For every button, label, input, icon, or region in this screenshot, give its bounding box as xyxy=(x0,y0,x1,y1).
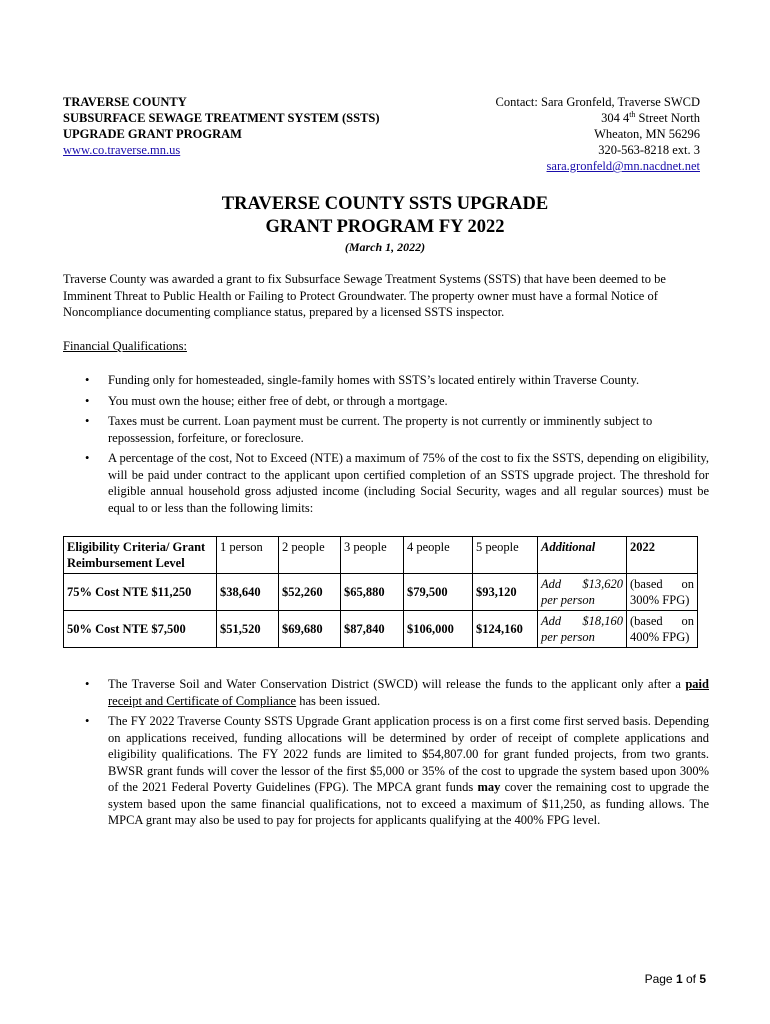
intro-paragraph: Traverse County was awarded a grant to fix Subsurface Sewage Treatment Systems (SSTS) that have been deemed to be Imminent Threat to Public Health or Failing to Protect Groundwater. The property owner must have a formal Notice of Noncompliance documenting compliance status, prepared by a licensed SSTS inspector. xyxy=(63,272,666,319)
header-county: TRAVERSE COUNTY xyxy=(63,95,187,109)
table-cell: (based on 300% FPG) xyxy=(627,574,698,611)
header-contact xyxy=(496,94,700,174)
list-item: • Taxes must be current. Loan payment must be current. The property is not currently or imminently subject to repossession, forfeiture, or foreclosure. xyxy=(85,414,653,445)
table-cell: (based on 400% FPG) xyxy=(627,611,698,648)
paid-emphasis: paid xyxy=(685,677,709,691)
table-cell: $124,160 xyxy=(473,611,538,648)
table-row xyxy=(64,574,698,611)
contact-city: Wheaton, MN 56296 xyxy=(594,127,700,141)
table-cell: $51,520 xyxy=(217,611,279,648)
table-cell: $87,840 xyxy=(341,611,404,648)
contact-name: Contact: Sara Gronfeld, Traverse SWCD xyxy=(495,95,700,109)
table-header-cell: Additional xyxy=(538,537,627,574)
table-cell: $69,680 xyxy=(279,611,341,648)
table-cell: 50% Cost NTE $7,500 xyxy=(64,611,217,648)
table-cell: Add $18,160 per person xyxy=(538,611,627,648)
table-cell: $65,880 xyxy=(341,574,404,611)
contact-phone: 320-563-8218 ext. 3 xyxy=(598,143,700,157)
financial-heading: Financial Qualifications: xyxy=(63,339,187,353)
contact-email-link[interactable]: sara.gronfeld@mn.nacdnet.net xyxy=(546,159,700,173)
list-item: • You must own the house; either free of debt, or through a mortgage. xyxy=(85,393,448,408)
table-header-cell: 5 people xyxy=(473,537,538,574)
list-item: • Funding only for homesteaded, single-family homes with SSTS’s located entirely within Traverse County. xyxy=(85,373,640,387)
list-item: • A percentage of the cost, Not to Exceed (NTE) a maximum of 75% of the cost to fix the SSTS, depending on eligibility, will be paid under contract to the applicant upon certified completion of an SSTS upgrade project. The threshold for eligible annual household gross adjusted income (including Social Security, wages and all regular sources) must be equal to or less than the following limits: xyxy=(85,451,709,515)
page-number: Page 1 of 5 xyxy=(644,972,706,986)
list-item: • The Traverse Soil and Water Conservation District (SWCD) will release the funds to the applicant only after a paid receipt and Certificate of Compliance has been issued. xyxy=(85,677,709,708)
website-link[interactable]: www.co.traverse.mn.us xyxy=(63,143,181,157)
table-cell: $79,500 xyxy=(404,574,473,611)
table-cell: $52,260 xyxy=(279,574,341,611)
eligibility-table xyxy=(63,536,698,648)
document-title: TRAVERSE COUNTY SSTS UPGRADE GRANT PROGRAM FY 2022 xyxy=(221,194,549,237)
contact-street: 304 4th Street North xyxy=(601,109,700,125)
table-cell: 75% Cost NTE $11,250 xyxy=(64,574,217,611)
header-program-name: UPGRADE GRANT PROGRAM xyxy=(63,127,242,141)
list-item: • The FY 2022 Traverse County SSTS Upgrade Grant application process is on a first come first served basis. Depending on applications received, funding allocations will be determined by order of receipt of complete applications and eligibility qualifications. The FY 2022 funds are limited to $54,807.00 for grant funded projects, from two grants. BWSR grant funds will cover the lessor of the first $5,000 or 35% of the cost to upgrade the system based upon 300% of the 2021 Federal Poverty Guidelines (FPG). The MPCA grant funds may cover the remaining cost to upgrade the system based upon the same financial qualifications, not to exceed a maximum of $11,250, as funding allows. The MPCA grant may also be used to pay for projects for applicants qualifying at the 400% FPG level. xyxy=(85,714,709,827)
table-cell: $106,000 xyxy=(404,611,473,648)
table-header-cell: 4 people xyxy=(404,537,473,574)
table-header-cell: Eligibility Criteria/ Grant Reimbursement Level xyxy=(64,537,217,574)
header-left xyxy=(63,94,380,158)
financial-list xyxy=(63,372,709,520)
document-date: (March 1, 2022) xyxy=(344,240,426,254)
table-header-cell: 2022 xyxy=(627,537,698,574)
table-header-cell: 1 person xyxy=(217,537,279,574)
header-program-system: SUBSURFACE SEWAGE TREATMENT SYSTEM (SSTS) xyxy=(63,111,380,125)
table-cell: Add $13,620 per person xyxy=(538,574,627,611)
table-cell: $38,640 xyxy=(217,574,279,611)
table-header-cell: 2 people xyxy=(279,537,341,574)
table-header-cell: 3 people xyxy=(341,537,404,574)
may-emphasis: may xyxy=(477,780,501,794)
table-row xyxy=(64,611,698,648)
table-header-row xyxy=(64,537,698,574)
program-notes-list xyxy=(63,676,709,833)
table-cell: $93,120 xyxy=(473,574,538,611)
